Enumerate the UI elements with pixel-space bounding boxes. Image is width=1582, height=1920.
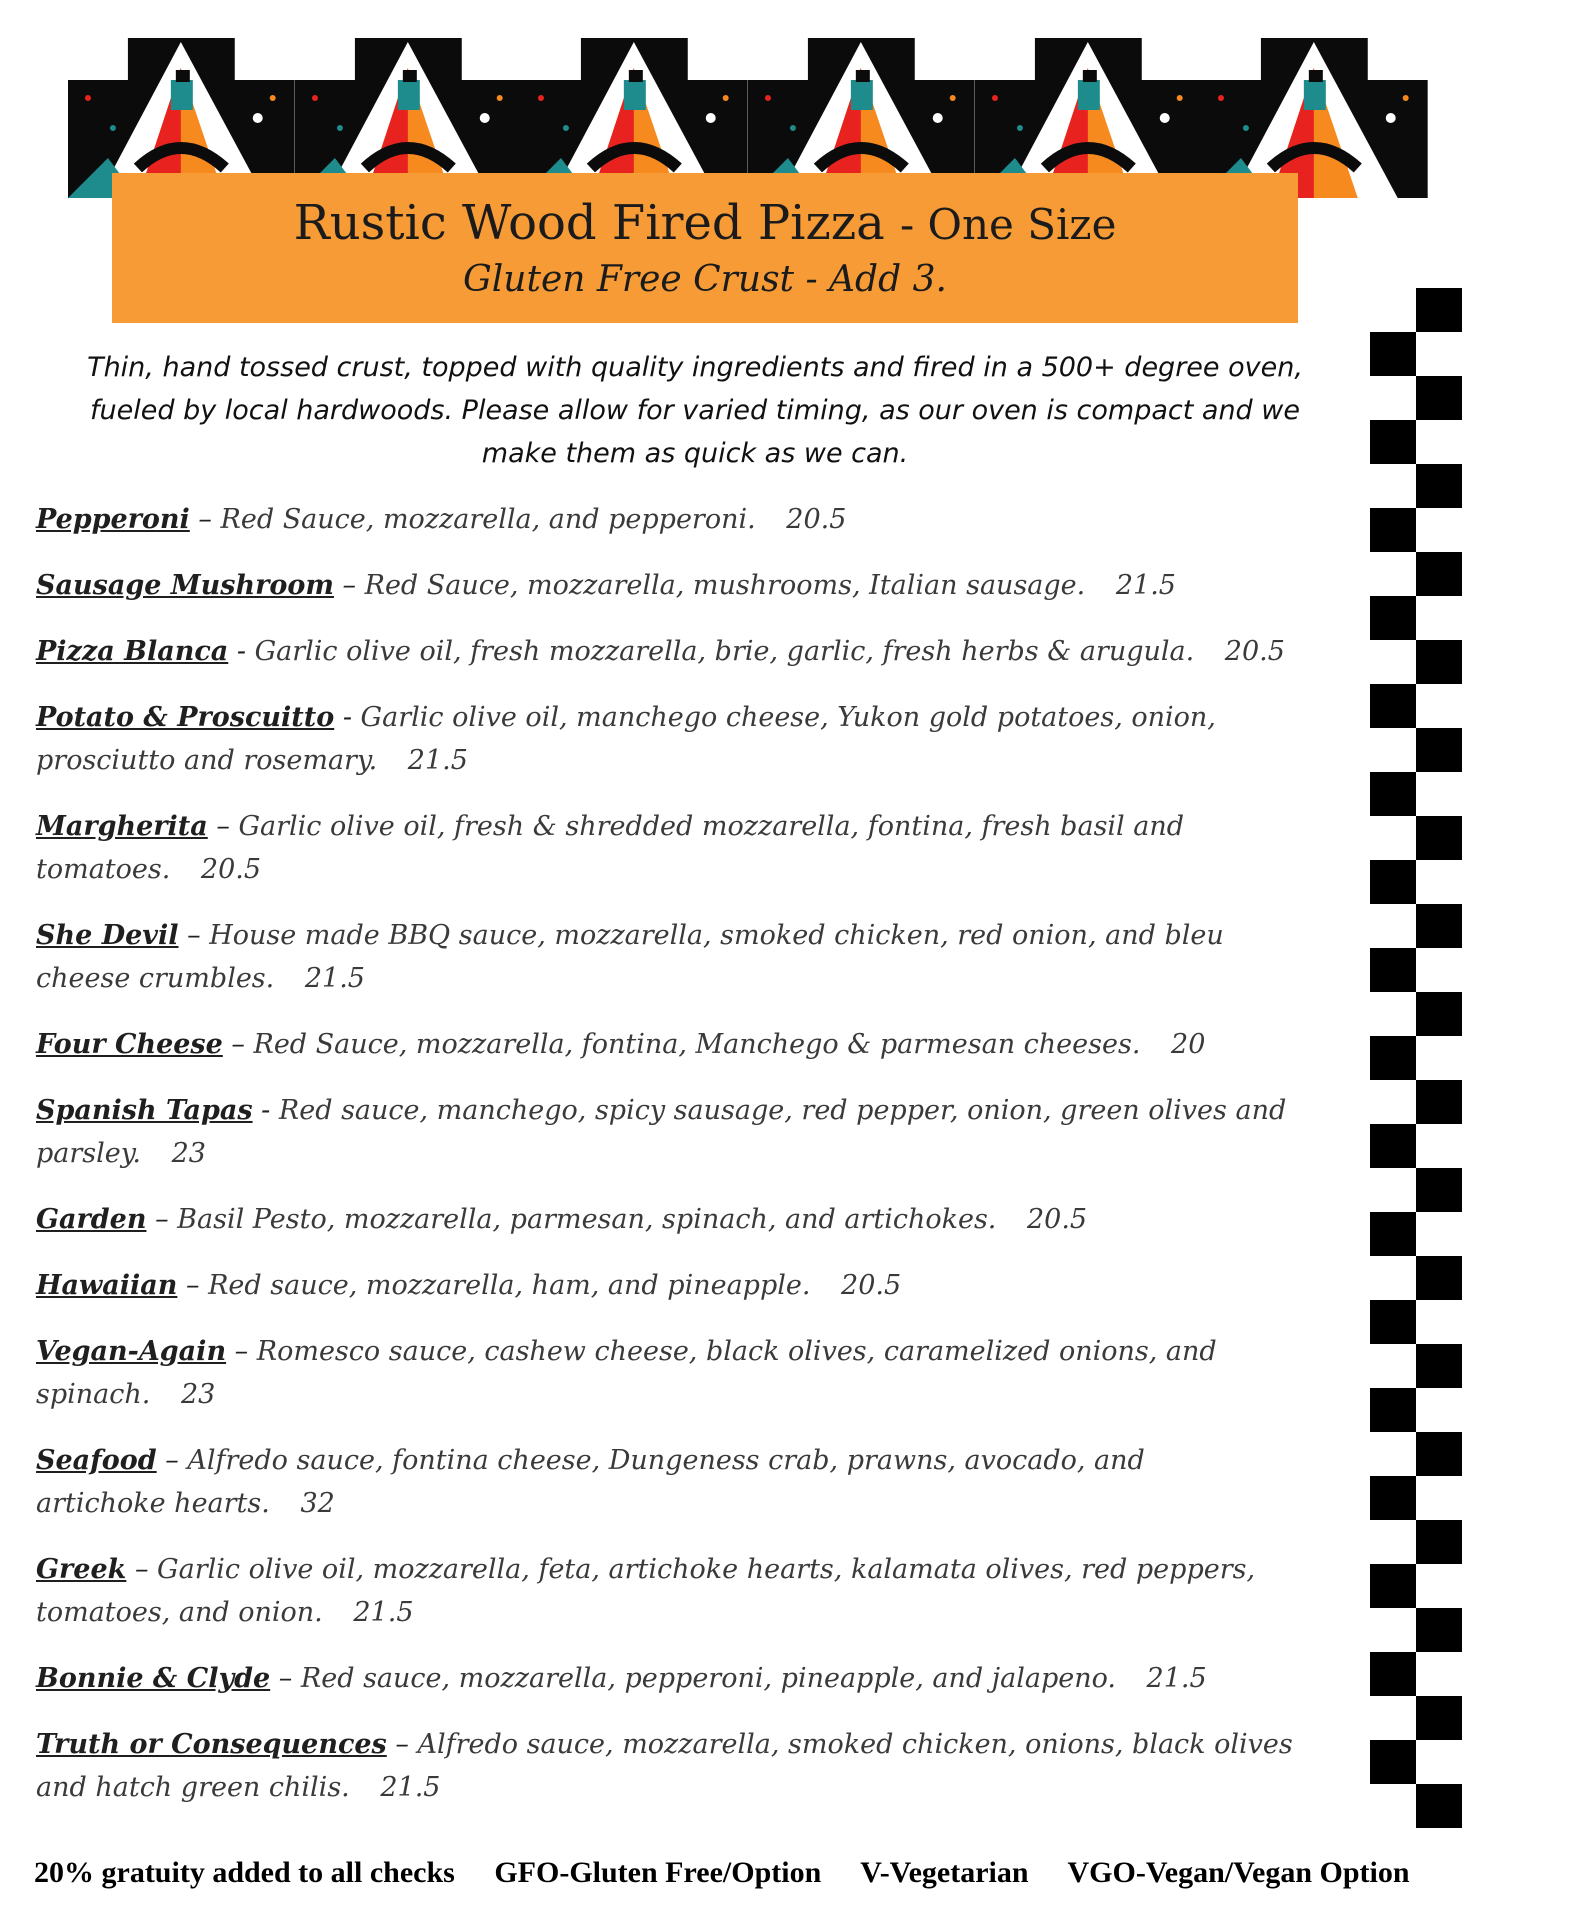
menu-item xyxy=(36,498,1336,541)
item-description: Red sauce, manchego, spicy sausage, red pepper, onion, green olives and xyxy=(278,1095,1287,1126)
menu-title-suffix: - One Size xyxy=(900,200,1117,249)
legend-vgo: VGO-Vegan/Vegan Option xyxy=(1067,1856,1410,1889)
menu-subtitle: Gluten Free Crust - Add 3. xyxy=(463,259,947,300)
checker-square xyxy=(1416,376,1462,420)
item-name: She Devil xyxy=(36,920,179,951)
footer-legend xyxy=(34,1856,1554,1890)
title-box xyxy=(112,173,1298,323)
item-name: Four Cheese xyxy=(36,1029,223,1060)
intro-paragraph xyxy=(40,346,1350,475)
menu-item xyxy=(36,564,1336,607)
item-name: Hawaiian xyxy=(36,1270,178,1301)
menu-item xyxy=(36,1198,1336,1241)
separator: – xyxy=(278,1663,293,1694)
item-description-cont: cheese crumbles. xyxy=(36,963,275,994)
separator: – xyxy=(165,1445,179,1476)
separator: – xyxy=(342,570,357,601)
checker-square xyxy=(1370,508,1416,552)
checker-square xyxy=(1370,1388,1416,1432)
item-description: Alfredo sauce, mozzarella, smoked chicken, onions, black olives xyxy=(417,1729,1293,1760)
item-description-cont: tomatoes. xyxy=(36,854,171,885)
menu-item xyxy=(36,1330,1336,1416)
separator: – xyxy=(234,1336,249,1367)
checker-square xyxy=(1370,1036,1416,1080)
checker-square xyxy=(1416,1520,1462,1564)
item-price: 21.5 xyxy=(1146,1663,1207,1694)
separator: - xyxy=(261,1095,271,1126)
menu-title xyxy=(112,195,1298,251)
item-description-cont: spinach. xyxy=(36,1379,151,1410)
checker-square xyxy=(1370,420,1416,464)
menu-item xyxy=(36,1439,1336,1525)
checker-square xyxy=(1370,1300,1416,1344)
checker-square xyxy=(1416,1168,1462,1212)
item-description: Red sauce, mozzarella, ham, and pineapple. xyxy=(208,1270,811,1301)
checker-square xyxy=(1370,596,1416,640)
menu-item xyxy=(36,696,1336,782)
item-price: 23 xyxy=(171,1138,206,1169)
separator: – xyxy=(216,811,230,842)
intro-line: make them as quick as we can. xyxy=(481,438,909,469)
item-description: Red Sauce, mozzarella, mushrooms, Italian sausage. xyxy=(364,570,1086,601)
item-description: Red sauce, mozzarella, pepperoni, pineapple, and jalapeno. xyxy=(300,1663,1116,1694)
separator: – xyxy=(231,1029,245,1060)
item-description-cont: tomatoes, and onion. xyxy=(36,1597,323,1628)
checker-square xyxy=(1370,1476,1416,1520)
legend-v: V-Vegetarian xyxy=(860,1856,1029,1889)
checker-square xyxy=(1370,860,1416,904)
checker-square xyxy=(1370,1124,1416,1168)
item-description: Garlic olive oil, fresh & shredded mozzarella, fontina, fresh basil and xyxy=(238,811,1185,842)
checker-square xyxy=(1416,1080,1462,1124)
item-description: Red Sauce, mozzarella, and pepperoni. xyxy=(220,504,756,535)
separator: – xyxy=(134,1554,149,1585)
item-description: Red Sauce, mozzarella, fontina, Manchego & parmesan cheeses. xyxy=(253,1029,1141,1060)
checker-square xyxy=(1416,1696,1462,1740)
item-name: Potato & Proscuitto xyxy=(36,702,335,733)
menu-item xyxy=(36,1657,1336,1700)
item-description-cont: artichoke hearts. xyxy=(36,1488,270,1519)
checker-square xyxy=(1370,1740,1416,1784)
item-price: 23 xyxy=(180,1379,216,1410)
menu-item xyxy=(36,805,1336,891)
item-price: 20.5 xyxy=(1026,1204,1088,1235)
checkerboard-border xyxy=(1370,288,1462,1844)
item-description: Basil Pesto, mozzarella, parmesan, spinach, and artichokes. xyxy=(177,1204,997,1235)
checker-square xyxy=(1370,684,1416,728)
item-price: 32 xyxy=(300,1488,335,1519)
separator: – xyxy=(187,920,201,951)
separator: – xyxy=(155,1204,169,1235)
menu-item xyxy=(36,1723,1336,1809)
item-name: Vegan-Again xyxy=(36,1336,227,1367)
menu-item xyxy=(36,1264,1336,1307)
checker-square xyxy=(1416,816,1462,860)
item-description: Romesco sauce, cashew cheese, black olives, caramelized onions, and xyxy=(256,1336,1217,1367)
item-name: Pizza Blanca xyxy=(36,636,229,667)
checker-square xyxy=(1416,1432,1462,1476)
item-description-cont: and hatch green chilis. xyxy=(36,1772,350,1803)
checker-square xyxy=(1416,992,1462,1036)
checker-square xyxy=(1370,1564,1416,1608)
menu-item xyxy=(36,630,1336,673)
checker-square xyxy=(1416,1608,1462,1652)
checker-square xyxy=(1416,288,1462,332)
menu-item xyxy=(36,1089,1336,1175)
checker-square xyxy=(1416,1784,1462,1828)
checker-square xyxy=(1370,1212,1416,1256)
item-price: 20.5 xyxy=(841,1270,902,1301)
item-price: 21.5 xyxy=(1115,570,1176,601)
item-name: Spanish Tapas xyxy=(36,1095,253,1126)
intro-line: Thin, hand tossed crust, topped with quality ingredients and fired in a 500+ degree oven, xyxy=(87,352,1303,383)
item-price: 21.5 xyxy=(304,963,365,994)
separator: – xyxy=(185,1270,200,1301)
item-description: Garlic olive oil, manchego cheese, Yukon gold potatoes, onion, xyxy=(360,702,1216,733)
checker-square xyxy=(1370,332,1416,376)
item-price: 21.5 xyxy=(380,1772,441,1803)
item-price: 20.5 xyxy=(200,854,262,885)
item-name: Garden xyxy=(36,1204,147,1235)
item-name: Truth or Consequences xyxy=(36,1729,387,1760)
checker-square xyxy=(1416,1344,1462,1388)
checker-square xyxy=(1416,464,1462,508)
item-description: House made BBQ sauce, mozzarella, smoked chicken, red onion, and bleu xyxy=(209,920,1224,951)
gratuity-note: 20% gratuity added to all checks xyxy=(34,1856,455,1889)
item-name: Seafood xyxy=(36,1445,157,1476)
item-price: 20 xyxy=(1171,1029,1206,1060)
separator: – xyxy=(395,1729,409,1760)
item-price: 20.5 xyxy=(1224,636,1285,667)
item-name: Sausage Mushroom xyxy=(36,570,334,601)
item-description-cont: prosciutto and rosemary. xyxy=(36,745,378,776)
menu-item xyxy=(36,914,1336,1000)
menu-title-text: Rustic Wood Fired Pizza xyxy=(293,195,885,251)
checker-square xyxy=(1416,1256,1462,1300)
item-name: Bonnie & Clyde xyxy=(36,1663,271,1694)
item-description: Garlic olive oil, fresh mozzarella, brie, garlic, fresh herbs & arugula. xyxy=(254,636,1195,667)
item-price: 20.5 xyxy=(786,504,847,535)
checker-square xyxy=(1370,948,1416,992)
checker-square xyxy=(1416,640,1462,684)
separator: - xyxy=(342,702,352,733)
item-name: Margherita xyxy=(36,811,208,842)
item-description-cont: parsley. xyxy=(36,1138,142,1169)
intro-line: fueled by local hardwoods. Please allow for varied timing, as our oven is compact and we xyxy=(90,395,1300,426)
checker-square xyxy=(1416,904,1462,948)
menu-item xyxy=(36,1548,1336,1634)
checker-square xyxy=(1370,1652,1416,1696)
item-description: Garlic olive oil, mozzarella, feta, artichoke hearts, kalamata olives, red peppers, xyxy=(157,1554,1256,1585)
separator: - xyxy=(236,636,246,667)
legend-gfo: GFO-Gluten Free/Option xyxy=(494,1856,822,1889)
item-description: Alfredo sauce, fontina cheese, Dungeness crab, prawns, avocado, and xyxy=(187,1445,1145,1476)
separator: – xyxy=(198,504,212,535)
item-price: 21.5 xyxy=(407,745,468,776)
item-price: 21.5 xyxy=(353,1597,414,1628)
checker-square xyxy=(1370,772,1416,816)
item-name: Pepperoni xyxy=(36,504,190,535)
menu-item xyxy=(36,1023,1336,1066)
item-name: Greek xyxy=(36,1554,127,1585)
checker-square xyxy=(1416,728,1462,772)
checker-square xyxy=(1416,552,1462,596)
